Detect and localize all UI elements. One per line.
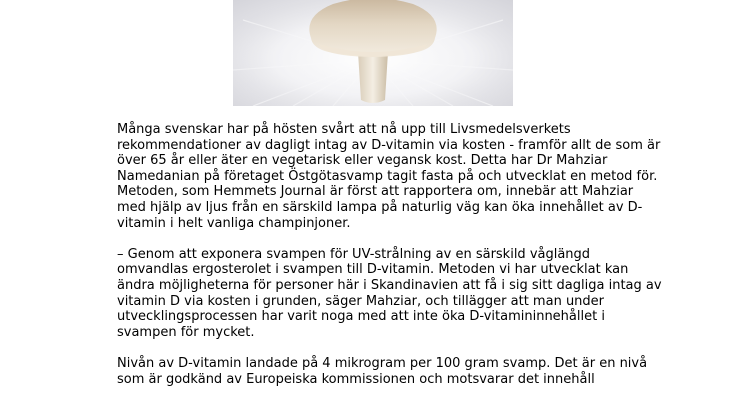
mushroom-photo bbox=[233, 0, 513, 106]
article-paragraph-1: Många svenskar har på hösten svårt att nå upp till Livsmedelsverkets rekommendationer av dagligt intag av D-vitamin via kosten - framför allt de som är över 65 år eller äter en vegetarisk eller vegansk kost. Detta har Dr Mahziar Namedanian på företaget Östgötasvamp tagit fasta på och utvecklat en metod för. Metoden, som Hemmets Journal är först att rapportera om, innebär att Mahziar med hjälp av ljus från en särskild lampa på naturlig väg kan öka innehållet av D-vitamin i helt vanliga champinjoner. bbox=[117, 122, 661, 231]
article-paragraph-3: Nivån av D-vitamin landade på 4 mikrogram per 100 gram svamp. Det är en nivå som är godkänd av Europeiska kommissionen och motsvarar det innehåll bbox=[117, 355, 648, 387]
article-paragraph-2: – Genom att exponera svampen för UV-strålning av en särskild våglängd omvandlas ergosterolet i svampen till D-vitamin. Metoden vi har utvecklat kan ändra möjligheterna för personer här i Skandinavien att få i sig sitt dagliga intag av vitamin D via kosten i grunden, säger Mahziar, och tillägger att man under utvecklingsprocessen har varit noga med att inte öka D-vitamininnehållet i svampen för mycket. bbox=[117, 246, 662, 340]
mushroom-illustration bbox=[233, 0, 513, 106]
article-body bbox=[117, 122, 662, 403]
